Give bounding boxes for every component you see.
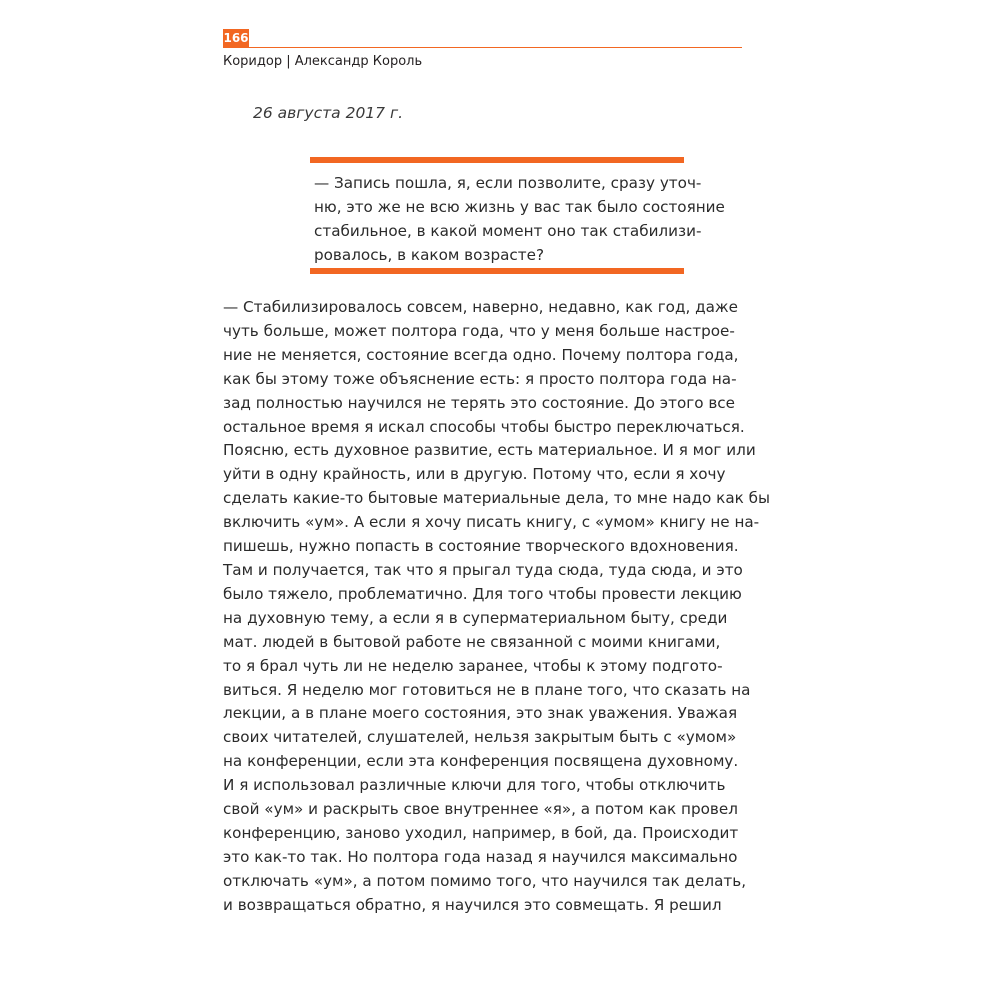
quote-line: — Запись пошла, я, если позволите, сразу уточ-: [314, 174, 702, 192]
body-line: мат. людей в бытовой работе не связанной с моими книгами,: [223, 632, 721, 651]
body-line: И я использовал различные ключи для того, чтобы отключить: [223, 776, 726, 795]
body-line: пишешь, нужно попасть в состояние творческого вдохновения.: [223, 537, 739, 556]
body-line: было тяжело, проблематично. Для того чтобы провести лекцию: [223, 584, 742, 603]
quote-line: ню, это же не всю жизнь у вас так было состояние: [314, 198, 725, 216]
running-head: Коридор | Александр Король: [223, 54, 423, 69]
body-line: чуть больше, может полтора года, что у меня больше настрое-: [223, 321, 735, 340]
body-line: свой «ум» и раскрыть свое внутреннее «я», а потом как провел: [223, 800, 738, 819]
body-line: включить «ум». А если я хочу писать книгу, с «умом» книгу не на-: [223, 513, 760, 532]
date-line: 26 августа 2017 г.: [253, 104, 404, 122]
quote-block: [314, 171, 725, 267]
quote-line: ровалось, в каком возрасте?: [314, 246, 545, 264]
body-line: виться. Я неделю мог готовиться не в плане того, что сказать на: [223, 680, 751, 699]
body-line: это как-то так. Но полтора года назад я научился максимально: [223, 847, 738, 866]
body-line: и возвращаться обратно, я научился это совмещать. Я решил: [223, 895, 722, 914]
body-text: [223, 296, 771, 918]
quote-line: стабильное, в какой момент оно так стабилизи-: [314, 222, 702, 240]
body-line: на духовную тему, а если я в суперматериальном быту, среди: [223, 608, 728, 627]
page-number: 166: [223, 29, 249, 48]
body-line: — Стабилизировалось совсем, наверно, недавно, как год, даже: [223, 298, 738, 316]
body-line: Поясню, есть духовное развитие, есть материальное. И я мог или: [223, 441, 756, 460]
header-rule: [223, 47, 742, 48]
body-line: ние не меняется, состояние всегда одно. Почему полтора года,: [223, 345, 739, 364]
body-line: своих читателей, слушателей, нельзя закрытым быть с «умом»: [223, 728, 737, 747]
body-line: Там и получается, так что я прыгал туда сюда, туда сюда, и это: [223, 560, 743, 579]
body-line: на конференции, если эта конференция посвящена духовному.: [223, 752, 739, 771]
body-line: отключать «ум», а потом помимо того, что научился так делать,: [223, 871, 747, 890]
body-line: то я брал чуть ли не неделю заранее, чтобы к этому подгото-: [223, 656, 723, 675]
body-line: зад полностью научился не терять это состояние. До этого все: [223, 393, 735, 412]
quote-rule-bottom: [310, 268, 684, 274]
body-line: уйти в одну крайность, или в другую. Потому что, если я хочу: [223, 465, 726, 484]
body-line: лекции, а в плане моего состояния, это знак уважения. Уважая: [223, 704, 738, 723]
body-line: сделать какие-то бытовые материальные дела, то мне надо как бы: [223, 489, 771, 508]
body-line: как бы этому тоже объяснение есть: я просто полтора года на-: [223, 369, 737, 388]
quote-rule-top: [310, 157, 684, 163]
body-line: конференцию, заново уходил, например, в бой, да. Происходит: [223, 823, 739, 842]
body-line: остальное время я искал способы чтобы быстро переключаться.: [223, 417, 745, 436]
